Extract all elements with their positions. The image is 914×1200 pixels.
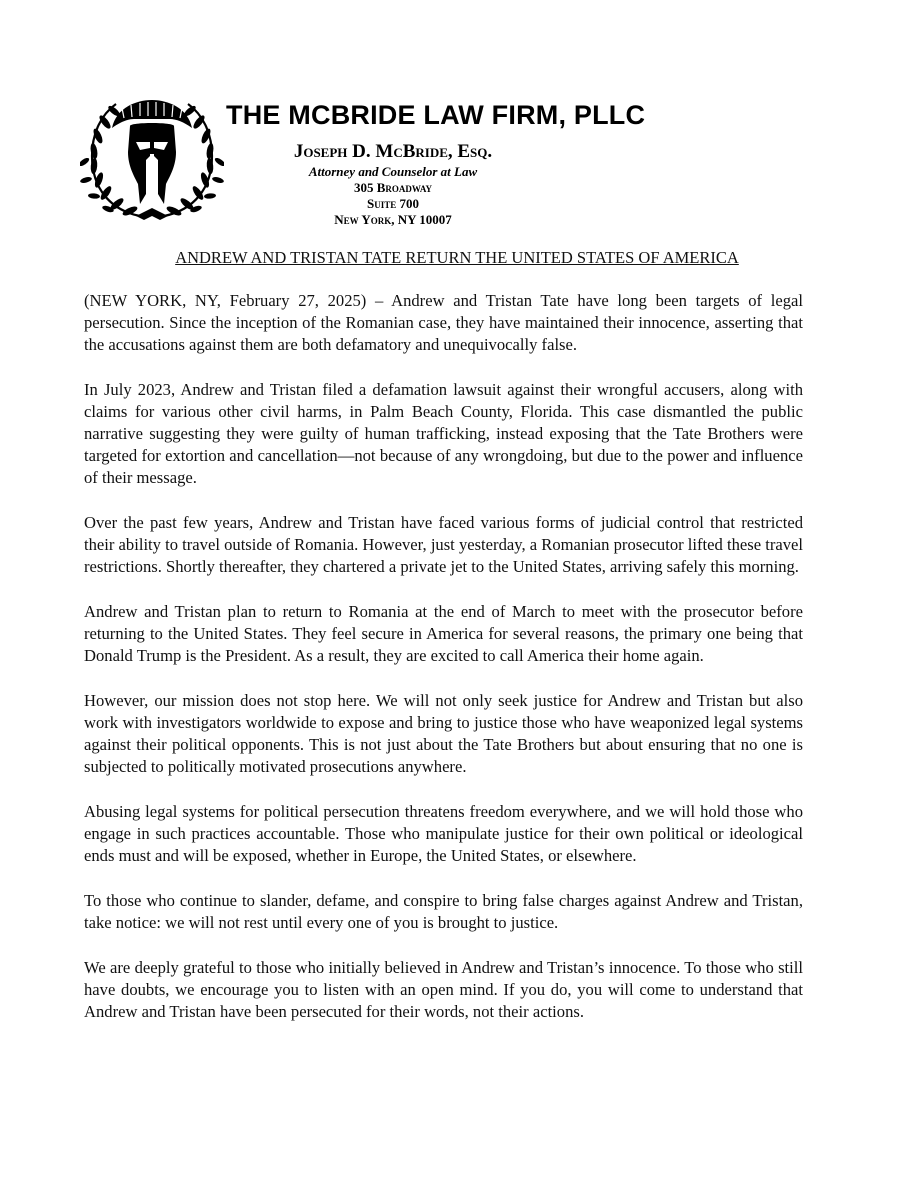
address-line-2: Suite 700 (367, 196, 419, 211)
attorney-title: Attorney and Counselor at Law (308, 164, 478, 179)
paragraph: Andrew and Tristan plan to return to Romania at the end of March to meet with the prosecutor before returning to the United States. They feel secure in America for several reasons, the primary one being that Donald Trump is the President. As a result, they are excited to call America their home again. (84, 602, 803, 665)
press-release-headline: ANDREW AND TRISTAN TATE RETURN THE UNITED STATES OF AMERICA (175, 248, 739, 267)
paragraph: However, our mission does not stop here. We will not only seek justice for Andrew and Tristan but also work with investigators worldwide to expose and bring to justice those who have weaponized legal systems against their political opponents. This is not just about the Tate Brothers but about ensuring that no one is subjected to politically motivated prosecutions anywhere. (84, 691, 803, 776)
letterhead-block (268, 140, 518, 228)
address-line-1: 305 Broadway (353, 180, 433, 195)
paragraph: (NEW YORK, NY, February 27, 2025) – Andrew and Tristan Tate have long been targets of legal persecution. Since the inception of the Romanian case, they have maintained their innocence, asserting that the accusations against them are both defamatory and unequivocally false. (84, 291, 803, 354)
paragraph: Abusing legal systems for political persecution threatens freedom everywhere, and we will hold those who engage in such practices accountable. Those who manipulate justice for their own political or ideological ends must and will be exposed, whether in Europe, the United States, or elsewhere. (84, 802, 803, 865)
spartan-helmet-logo (80, 92, 224, 224)
firm-name: THE MCBRIDE LAW FIRM, PLLC (226, 100, 646, 130)
paragraph: Over the past few years, Andrew and Tristan have faced various forms of judicial control that restricted their ability to travel outside of Romania. However, just yesterday, a Romanian prosecutor lifted these travel restrictions. Shortly thereafter, they chartered a private jet to the United States, arriving safely this morning. (84, 513, 803, 576)
paragraph: We are deeply grateful to those who initially believed in Andrew and Tristan’s innocence. To those who still have doubts, we encourage you to listen with an open mind. If you do, you will come to understand that Andrew and Tristan have been persecuted for their words, not their actions. (84, 958, 803, 1021)
attorney-name: Joseph D. McBride, Esq. (293, 141, 493, 162)
paragraph: In July 2023, Andrew and Tristan filed a defamation lawsuit against their wrongful accusers, along with claims for various other civil harms, in Palm Beach County, Florida. This case dismantled the public narrative suggesting they were guilty of human trafficking, instead exposing that the Tate Brothers were targeted for extortion and cancellation—not because of any wrongdoing, but due to the power and influence of their message. (84, 380, 803, 487)
press-release-body (84, 290, 803, 1046)
paragraph: To those who continue to slander, defame, and conspire to bring false charges against Andrew and Tristan, take notice: we will not rest until every one of you is brought to justice. (84, 891, 803, 932)
address-line-3: New York, NY 10007 (334, 212, 452, 227)
